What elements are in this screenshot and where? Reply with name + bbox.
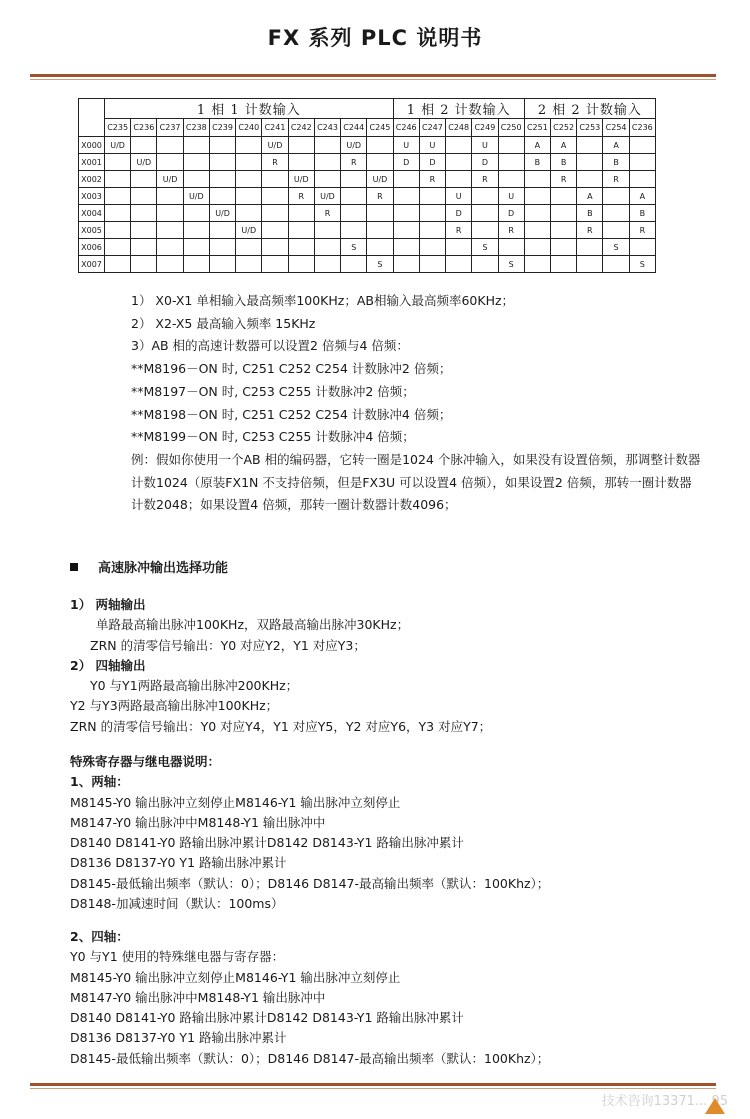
table-cell xyxy=(262,222,288,239)
table-cell xyxy=(262,205,288,222)
column-header: C253 xyxy=(577,119,603,137)
table-cell xyxy=(157,188,183,205)
table-cell xyxy=(183,222,209,239)
table-cell xyxy=(131,205,157,222)
table-cell xyxy=(314,171,340,188)
table-cell xyxy=(629,154,655,171)
table-cell xyxy=(341,256,367,273)
column-header: C252 xyxy=(550,119,576,137)
table-cell: R xyxy=(419,171,445,188)
table-cell: A xyxy=(603,137,629,154)
four-axis-registers-block xyxy=(70,927,549,1069)
two-axis-line-1: 单路最高输出脉冲100KHz，双路最高输出脉冲30KHz； xyxy=(96,617,410,633)
table-cell: B xyxy=(577,205,603,222)
column-header: C248 xyxy=(446,119,472,137)
table-row xyxy=(79,188,656,205)
square-bullet-icon xyxy=(70,563,78,571)
table-cell xyxy=(393,256,419,273)
table-cell xyxy=(419,205,445,222)
table-cell: U/D xyxy=(157,171,183,188)
table-cell: R xyxy=(629,222,655,239)
table-cell xyxy=(314,137,340,154)
table-cell: R xyxy=(577,222,603,239)
table-cell xyxy=(419,222,445,239)
table-cell: B xyxy=(629,205,655,222)
table-cell: U xyxy=(446,188,472,205)
table-cell xyxy=(105,171,131,188)
table-cell xyxy=(105,205,131,222)
table-cell xyxy=(105,154,131,171)
table-cell xyxy=(367,222,393,239)
table-cell xyxy=(577,154,603,171)
table-cell xyxy=(131,171,157,188)
table-cell: U/D xyxy=(314,188,340,205)
table-cell xyxy=(577,137,603,154)
reg-line: D8136 D8137-Y0 Y1 路输出脉冲累计 xyxy=(70,855,287,871)
table-cell xyxy=(209,222,235,239)
table-cell: U xyxy=(472,137,498,154)
row-input-label: X005 xyxy=(79,222,105,239)
table-cell xyxy=(209,239,235,256)
column-header: C235 xyxy=(105,119,131,137)
table-cell xyxy=(393,171,419,188)
column-header: C237 xyxy=(157,119,183,137)
table-cell xyxy=(288,154,314,171)
table-cell xyxy=(105,222,131,239)
table-cell: R xyxy=(446,222,472,239)
row-input-label: X007 xyxy=(79,256,105,273)
table-cell xyxy=(629,239,655,256)
table-cell xyxy=(629,171,655,188)
table-cell xyxy=(603,188,629,205)
table-cell: U xyxy=(393,137,419,154)
reg-line: D8140 D8141-Y0 路输出脉冲累计D8142 D8143-Y1 路输出脉冲累计 xyxy=(70,1010,464,1026)
row-input-label: X002 xyxy=(79,171,105,188)
row-input-label: X000 xyxy=(79,137,105,154)
table-cell xyxy=(105,256,131,273)
table-cell xyxy=(341,171,367,188)
table-cell xyxy=(209,256,235,273)
table-cell xyxy=(131,188,157,205)
four-axis-line-3: ZRN 的清零信号输出：Y0 对应Y4，Y1 对应Y5，Y2 对应Y6，Y3 对应Y7； xyxy=(70,718,492,734)
column-header: C236 xyxy=(131,119,157,137)
table-cell xyxy=(419,256,445,273)
logo-icon xyxy=(705,1098,725,1114)
column-header: C250 xyxy=(498,119,524,137)
table-cell xyxy=(393,222,419,239)
table-cell xyxy=(577,239,603,256)
reg-line: M8147-Y0 输出脉冲中M8148-Y1 输出脉冲中 xyxy=(70,814,326,830)
column-header: C254 xyxy=(603,119,629,137)
table-cell: R xyxy=(288,188,314,205)
table-cell: B xyxy=(603,154,629,171)
table-cell: U/D xyxy=(183,188,209,205)
table-cell: B xyxy=(550,154,576,171)
counter-table xyxy=(78,98,656,273)
table-cell xyxy=(472,256,498,273)
table-cell xyxy=(157,205,183,222)
table-cell xyxy=(446,239,472,256)
four-axis-line-1: Y0 与Y1两路最高输出脉冲200KHz； xyxy=(90,678,299,694)
table-cell xyxy=(550,205,576,222)
watermark: 技术咨询13371... 95 xyxy=(601,1094,728,1109)
table-cell xyxy=(131,137,157,154)
table-cell xyxy=(314,154,340,171)
table-cell: U/D xyxy=(209,205,235,222)
table-cell xyxy=(314,239,340,256)
note-m8199: **M8199－ON 时, C253 C255 计数脉冲4 倍频； xyxy=(131,429,415,445)
table-cell: S xyxy=(603,239,629,256)
table-cell xyxy=(524,188,550,205)
table-cell: U xyxy=(498,188,524,205)
reg-line: D8145-最低输出频率（默认：0）；D8146 D8147-最高输出频率（默认：100Khz）； xyxy=(70,875,550,891)
table-cell xyxy=(419,239,445,256)
table-cell xyxy=(341,188,367,205)
column-header: C236 xyxy=(629,119,655,137)
table-cell xyxy=(105,188,131,205)
table-cell: D xyxy=(472,154,498,171)
table-cell xyxy=(236,239,262,256)
table-cell: S xyxy=(498,256,524,273)
table-cell xyxy=(446,154,472,171)
table-cell: R xyxy=(603,171,629,188)
reg-line: M8145-Y0 输出脉冲立刻停止M8146-Y1 输出脉冲立刻停止 xyxy=(70,969,401,985)
note-1: 1） X0-X1 单相输入最高频率100KHz；AB相输入最高频率60KHz； xyxy=(131,293,515,308)
note-m8198: **M8198－ON 时, C251 C252 C254 计数脉冲4 倍频； xyxy=(131,406,452,422)
table-cell xyxy=(603,205,629,222)
table-cell: S xyxy=(472,239,498,256)
table-cell: D xyxy=(446,205,472,222)
table-cell xyxy=(446,137,472,154)
table-cell xyxy=(288,239,314,256)
table-cell: A xyxy=(629,188,655,205)
table-cell: U/D xyxy=(131,154,157,171)
table-cell xyxy=(262,171,288,188)
table-cell xyxy=(262,239,288,256)
table-cell xyxy=(472,188,498,205)
section-pulse-output xyxy=(70,557,228,576)
table-cell xyxy=(157,222,183,239)
table-cell xyxy=(367,205,393,222)
table-cell xyxy=(131,256,157,273)
table-cell xyxy=(262,188,288,205)
table-cell xyxy=(183,137,209,154)
table-cell xyxy=(157,239,183,256)
table-cell: R xyxy=(262,154,288,171)
table-cell xyxy=(105,239,131,256)
column-header: C243 xyxy=(314,119,340,137)
column-header: C238 xyxy=(183,119,209,137)
row-input-label: X006 xyxy=(79,239,105,256)
reg-line: D8140 D8141-Y0 路输出脉冲累计D8142 D8143-Y1 路输出脉冲累计 xyxy=(70,835,464,851)
table-cell xyxy=(288,205,314,222)
reg-line: D8136 D8137-Y0 Y1 路输出脉冲累计 xyxy=(70,1030,287,1046)
registers-block xyxy=(70,752,549,914)
table-row xyxy=(79,205,656,222)
reg-line: M8147-Y0 输出脉冲中M8148-Y1 输出脉冲中 xyxy=(70,989,326,1005)
two-axis-subheading: 1、两轴： xyxy=(70,774,129,790)
table-row xyxy=(79,154,656,171)
group-2p2: 2 相 2 计数输入 xyxy=(524,99,655,119)
note-example: 例：假如你使用一个AB 相的编码器，它转一圈是1024 个脉冲输入，如果没有设置倍频，那调整计数器计数1024（原装FX1N 不支持倍频，但是FX3U 可以设置4 倍频），如果设置2 倍频，那转一圈计数器计数2048；如果设置4 倍频，那转一圈计数器计数4096； xyxy=(131,451,701,513)
table-cell xyxy=(524,222,550,239)
table-cell xyxy=(183,239,209,256)
note-m8197: **M8197－ON 时, C253 C255 计数脉冲2 倍频； xyxy=(131,383,415,399)
two-axis-block xyxy=(70,595,491,737)
table-cell: D xyxy=(419,154,445,171)
table-cell: R xyxy=(314,205,340,222)
table-cell xyxy=(157,137,183,154)
table-cell xyxy=(472,222,498,239)
table-cell xyxy=(498,239,524,256)
table-cell xyxy=(446,256,472,273)
table-cell: U/D xyxy=(262,137,288,154)
table-cell xyxy=(131,222,157,239)
table-cell xyxy=(236,154,262,171)
table-cell xyxy=(157,256,183,273)
note-2: 2） X2-X5 最高输入频率 15KHz xyxy=(131,315,316,331)
table-cell xyxy=(236,188,262,205)
table-cell xyxy=(209,137,235,154)
column-header: C246 xyxy=(393,119,419,137)
section-heading: 高速脉冲输出选择功能 xyxy=(98,561,229,576)
table-cell: U xyxy=(419,137,445,154)
table-cell xyxy=(393,239,419,256)
table-cell: U/D xyxy=(236,222,262,239)
table-cell xyxy=(209,171,235,188)
table-cell xyxy=(524,205,550,222)
table-cell xyxy=(419,188,445,205)
column-header: C251 xyxy=(524,119,550,137)
reg-line: M8145-Y0 输出脉冲立刻停止M8146-Y1 输出脉冲立刻停止 xyxy=(70,794,401,810)
counter-notes xyxy=(131,290,701,517)
table-cell: A xyxy=(524,137,550,154)
table-cell xyxy=(393,205,419,222)
four-axis-subheading: 2、四轴： xyxy=(70,929,129,944)
table-cell xyxy=(498,137,524,154)
table-cell xyxy=(288,137,314,154)
column-header: C245 xyxy=(367,119,393,137)
table-cell: A xyxy=(577,188,603,205)
note-m8196: **M8196－ON 时, C251 C252 C254 计数脉冲2 倍频； xyxy=(131,361,452,377)
column-header: C240 xyxy=(236,119,262,137)
table-cell xyxy=(498,154,524,171)
table-cell xyxy=(498,171,524,188)
note-3: 3）AB 相的高速计数器可以设置2 倍频与4 倍频： xyxy=(131,338,409,354)
four-axis-heading: 2） 四轴输出 xyxy=(70,657,146,673)
footer-rule-thin xyxy=(30,1088,716,1089)
table-cell: D xyxy=(393,154,419,171)
group-1p1: 1 相 1 计数输入 xyxy=(105,99,394,119)
table-cell xyxy=(577,171,603,188)
footer-rule xyxy=(30,1083,716,1086)
table-row xyxy=(79,137,656,154)
table-cell xyxy=(550,256,576,273)
table-cell xyxy=(603,222,629,239)
table-row xyxy=(79,222,656,239)
table-cell xyxy=(183,171,209,188)
row-input-label: X003 xyxy=(79,188,105,205)
table-cell xyxy=(367,154,393,171)
two-axis-heading: 1） 两轴输出 xyxy=(70,597,146,612)
table-cell xyxy=(550,222,576,239)
table-cell xyxy=(524,171,550,188)
table-cell xyxy=(262,256,288,273)
column-header: C244 xyxy=(341,119,367,137)
table-cell: R xyxy=(550,171,576,188)
row-input-label: X001 xyxy=(79,154,105,171)
table-cell: U/D xyxy=(288,171,314,188)
table-cell: U/D xyxy=(367,171,393,188)
table-row xyxy=(79,256,656,273)
header-rule xyxy=(30,74,716,77)
table-cell xyxy=(209,188,235,205)
column-header: C242 xyxy=(288,119,314,137)
column-header: C249 xyxy=(472,119,498,137)
header-rule-thin xyxy=(30,79,716,80)
table-cell xyxy=(472,205,498,222)
table-cell xyxy=(341,205,367,222)
table-cell xyxy=(603,256,629,273)
table-cell xyxy=(629,137,655,154)
table-cell: S xyxy=(629,256,655,273)
table-cell xyxy=(524,256,550,273)
four-axis-line-2: Y2 与Y3两路最高输出脉冲100KHz； xyxy=(70,698,279,714)
table-cell xyxy=(288,256,314,273)
table-corner xyxy=(79,99,105,137)
table-cell xyxy=(550,188,576,205)
table-cell: D xyxy=(498,205,524,222)
table-cell xyxy=(236,256,262,273)
table-cell: S xyxy=(341,239,367,256)
column-header-row xyxy=(79,119,656,137)
page-title: FX 系列 PLC 说明书 xyxy=(267,26,483,50)
table-cell xyxy=(288,222,314,239)
row-input-label: X004 xyxy=(79,205,105,222)
table-cell xyxy=(367,137,393,154)
table-cell xyxy=(341,222,367,239)
column-header: C239 xyxy=(209,119,235,137)
table-body xyxy=(79,137,656,273)
table-cell xyxy=(314,256,340,273)
table-cell: R xyxy=(472,171,498,188)
registers-heading: 特殊寄存器与继电器说明： xyxy=(70,754,221,769)
table-cell xyxy=(550,239,576,256)
table-cell xyxy=(183,256,209,273)
table-cell xyxy=(314,222,340,239)
two-axis-line-2: ZRN 的清零信号输出：Y0 对应Y2，Y1 对应Y3； xyxy=(90,637,366,653)
table-cell: U/D xyxy=(105,137,131,154)
table-cell: B xyxy=(524,154,550,171)
table-cell xyxy=(236,137,262,154)
table-row xyxy=(79,171,656,188)
table-cell xyxy=(577,256,603,273)
reg-line: D8145-最低输出频率（默认：0）；D8146 D8147-最高输出频率（默认：100Khz）； xyxy=(70,1050,550,1066)
table-cell xyxy=(209,154,235,171)
table-cell xyxy=(131,239,157,256)
table-cell xyxy=(157,154,183,171)
table-cell: R xyxy=(367,188,393,205)
table-cell xyxy=(446,171,472,188)
table-cell xyxy=(236,171,262,188)
table-row xyxy=(79,239,656,256)
group-header-row xyxy=(79,99,656,119)
table-cell: R xyxy=(498,222,524,239)
table-cell: S xyxy=(367,256,393,273)
table-cell: U/D xyxy=(341,137,367,154)
table-cell xyxy=(236,205,262,222)
table-cell xyxy=(393,188,419,205)
column-header: C247 xyxy=(419,119,445,137)
reg-line: D8148-加减速时间（默认：100ms） xyxy=(70,896,284,912)
table-cell xyxy=(524,239,550,256)
table-cell: A xyxy=(550,137,576,154)
table-cell xyxy=(183,154,209,171)
column-header: C241 xyxy=(262,119,288,137)
table-cell xyxy=(367,239,393,256)
group-1p2: 1 相 2 计数输入 xyxy=(393,99,524,119)
table-cell xyxy=(183,205,209,222)
reg-line: Y0 与Y1 使用的特殊继电器与寄存器： xyxy=(70,949,285,965)
table-cell: R xyxy=(341,154,367,171)
